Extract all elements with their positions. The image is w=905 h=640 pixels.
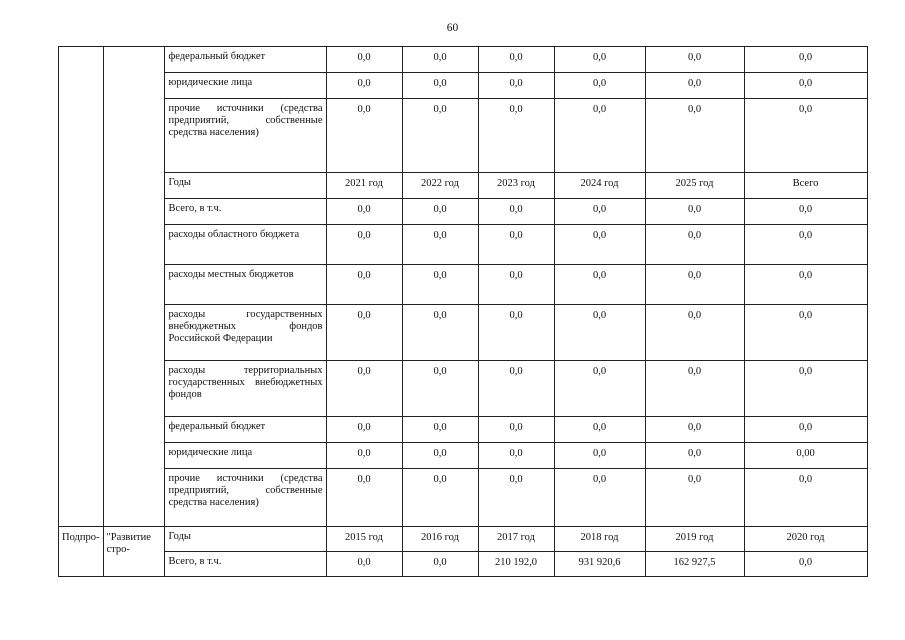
value-cell: 0,0 — [402, 47, 478, 73]
table-row — [59, 305, 868, 361]
year-header-cell: 2018 год — [554, 527, 645, 552]
value-cell: 0,0 — [402, 265, 478, 305]
value-cell: 0,0 — [554, 305, 645, 361]
row-label: расходы областного бюджета — [164, 225, 326, 265]
value-cell: 0,0 — [326, 99, 402, 173]
table-row — [59, 199, 868, 225]
year-header-cell: 2017 год — [478, 527, 554, 552]
table-row — [59, 265, 868, 305]
year-header-cell: 2016 год — [402, 527, 478, 552]
year-header-cell: 2019 год — [645, 527, 744, 552]
value-cell: 0,0 — [478, 417, 554, 443]
value-cell: 0,0 — [326, 305, 402, 361]
value-cell: 0,0 — [478, 305, 554, 361]
year-header-cell: Всего — [744, 173, 867, 199]
year-header-cell: 2025 год — [645, 173, 744, 199]
value-cell: 931 920,6 — [554, 552, 645, 577]
value-cell: 210 192,0 — [478, 552, 554, 577]
value-cell: 0,0 — [402, 361, 478, 417]
value-cell: 0,0 — [554, 199, 645, 225]
row-label: Всего, в т.ч. — [164, 552, 326, 577]
table-row — [59, 469, 868, 527]
value-cell: 0,0 — [645, 199, 744, 225]
value-cell: 0,0 — [326, 265, 402, 305]
subprogram-name-cell: "Развитие стро- — [103, 527, 164, 577]
value-cell: 0,0 — [402, 443, 478, 469]
value-cell: 0,0 — [326, 47, 402, 73]
row-label: юридические лица — [164, 443, 326, 469]
value-cell: 0,0 — [478, 265, 554, 305]
table-row — [59, 173, 868, 199]
value-cell: 0,0 — [326, 417, 402, 443]
value-cell: 0,0 — [554, 361, 645, 417]
value-cell: 0,0 — [326, 443, 402, 469]
value-cell: 0,0 — [744, 305, 867, 361]
funding-table — [58, 46, 868, 577]
value-cell: 0,0 — [554, 417, 645, 443]
table-row — [59, 417, 868, 443]
value-cell: 0,0 — [326, 469, 402, 527]
value-cell: 0,0 — [478, 361, 554, 417]
value-cell: 0,0 — [554, 443, 645, 469]
value-cell: 0,0 — [744, 99, 867, 173]
years-header-label: Годы — [164, 527, 326, 552]
value-cell: 0,0 — [478, 99, 554, 173]
value-cell: 0,0 — [478, 443, 554, 469]
value-cell: 0,0 — [645, 417, 744, 443]
value-cell: 0,0 — [326, 225, 402, 265]
value-cell: 0,0 — [478, 225, 554, 265]
year-header-cell: 2023 год — [478, 173, 554, 199]
value-cell: 0,0 — [554, 73, 645, 99]
row-label: Всего, в т.ч. — [164, 199, 326, 225]
value-cell: 162 927,5 — [645, 552, 744, 577]
empty-number-cell — [59, 47, 104, 527]
year-header-cell: 2024 год — [554, 173, 645, 199]
value-cell: 0,0 — [402, 417, 478, 443]
value-cell: 0,0 — [744, 552, 867, 577]
value-cell: 0,0 — [554, 265, 645, 305]
value-cell: 0,0 — [645, 99, 744, 173]
value-cell: 0,0 — [402, 99, 478, 173]
value-cell: 0,0 — [554, 99, 645, 173]
row-label: федеральный бюджет — [164, 47, 326, 73]
value-cell: 0,00 — [744, 443, 867, 469]
row-label: расходы государственных внебюджетных фондов Российской Федерации — [164, 305, 326, 361]
table-row — [59, 73, 868, 99]
value-cell: 0,0 — [402, 305, 478, 361]
value-cell: 0,0 — [744, 73, 867, 99]
value-cell: 0,0 — [402, 73, 478, 99]
years-header-label: Годы — [164, 173, 326, 199]
value-cell: 0,0 — [478, 47, 554, 73]
value-cell: 0,0 — [478, 199, 554, 225]
value-cell: 0,0 — [326, 199, 402, 225]
value-cell: 0,0 — [744, 225, 867, 265]
value-cell: 0,0 — [326, 73, 402, 99]
table-row — [59, 361, 868, 417]
table-row — [59, 527, 868, 552]
value-cell: 0,0 — [744, 469, 867, 527]
value-cell: 0,0 — [645, 305, 744, 361]
row-label: прочие источники (средства предприятий, собственные средства населения) — [164, 469, 326, 527]
value-cell: 0,0 — [645, 361, 744, 417]
empty-name-cell — [103, 47, 164, 527]
value-cell: 0,0 — [326, 552, 402, 577]
value-cell: 0,0 — [645, 443, 744, 469]
value-cell: 0,0 — [402, 199, 478, 225]
year-header-cell: 2015 год — [326, 527, 402, 552]
value-cell: 0,0 — [402, 469, 478, 527]
page-number: 60 — [446, 22, 459, 34]
table-row — [59, 443, 868, 469]
row-label: федеральный бюджет — [164, 417, 326, 443]
value-cell: 0,0 — [744, 417, 867, 443]
value-cell: 0,0 — [478, 73, 554, 99]
row-label: прочие источники (средства предприятий, собственные средства населения) — [164, 99, 326, 173]
row-label: юридические лица — [164, 73, 326, 99]
table-row — [59, 225, 868, 265]
value-cell: 0,0 — [744, 265, 867, 305]
value-cell: 0,0 — [554, 469, 645, 527]
value-cell: 0,0 — [645, 469, 744, 527]
table-row — [59, 99, 868, 173]
value-cell: 0,0 — [326, 361, 402, 417]
subprogram-number-cell: Подпро- — [59, 527, 104, 577]
row-label: расходы местных бюджетов — [164, 265, 326, 305]
value-cell: 0,0 — [402, 225, 478, 265]
value-cell: 0,0 — [744, 47, 867, 73]
value-cell: 0,0 — [645, 47, 744, 73]
value-cell: 0,0 — [645, 73, 744, 99]
value-cell: 0,0 — [402, 552, 478, 577]
value-cell: 0,0 — [744, 361, 867, 417]
table-row — [59, 552, 868, 577]
value-cell: 0,0 — [645, 265, 744, 305]
value-cell: 0,0 — [554, 47, 645, 73]
year-header-cell: 2022 год — [402, 173, 478, 199]
value-cell: 0,0 — [478, 469, 554, 527]
row-label: расходы территориальных государственных внебюджетных фондов — [164, 361, 326, 417]
table-row — [59, 47, 868, 73]
year-header-cell: 2021 год — [326, 173, 402, 199]
value-cell: 0,0 — [645, 225, 744, 265]
value-cell: 0,0 — [744, 199, 867, 225]
value-cell: 0,0 — [554, 225, 645, 265]
year-header-cell: 2020 год — [744, 527, 867, 552]
